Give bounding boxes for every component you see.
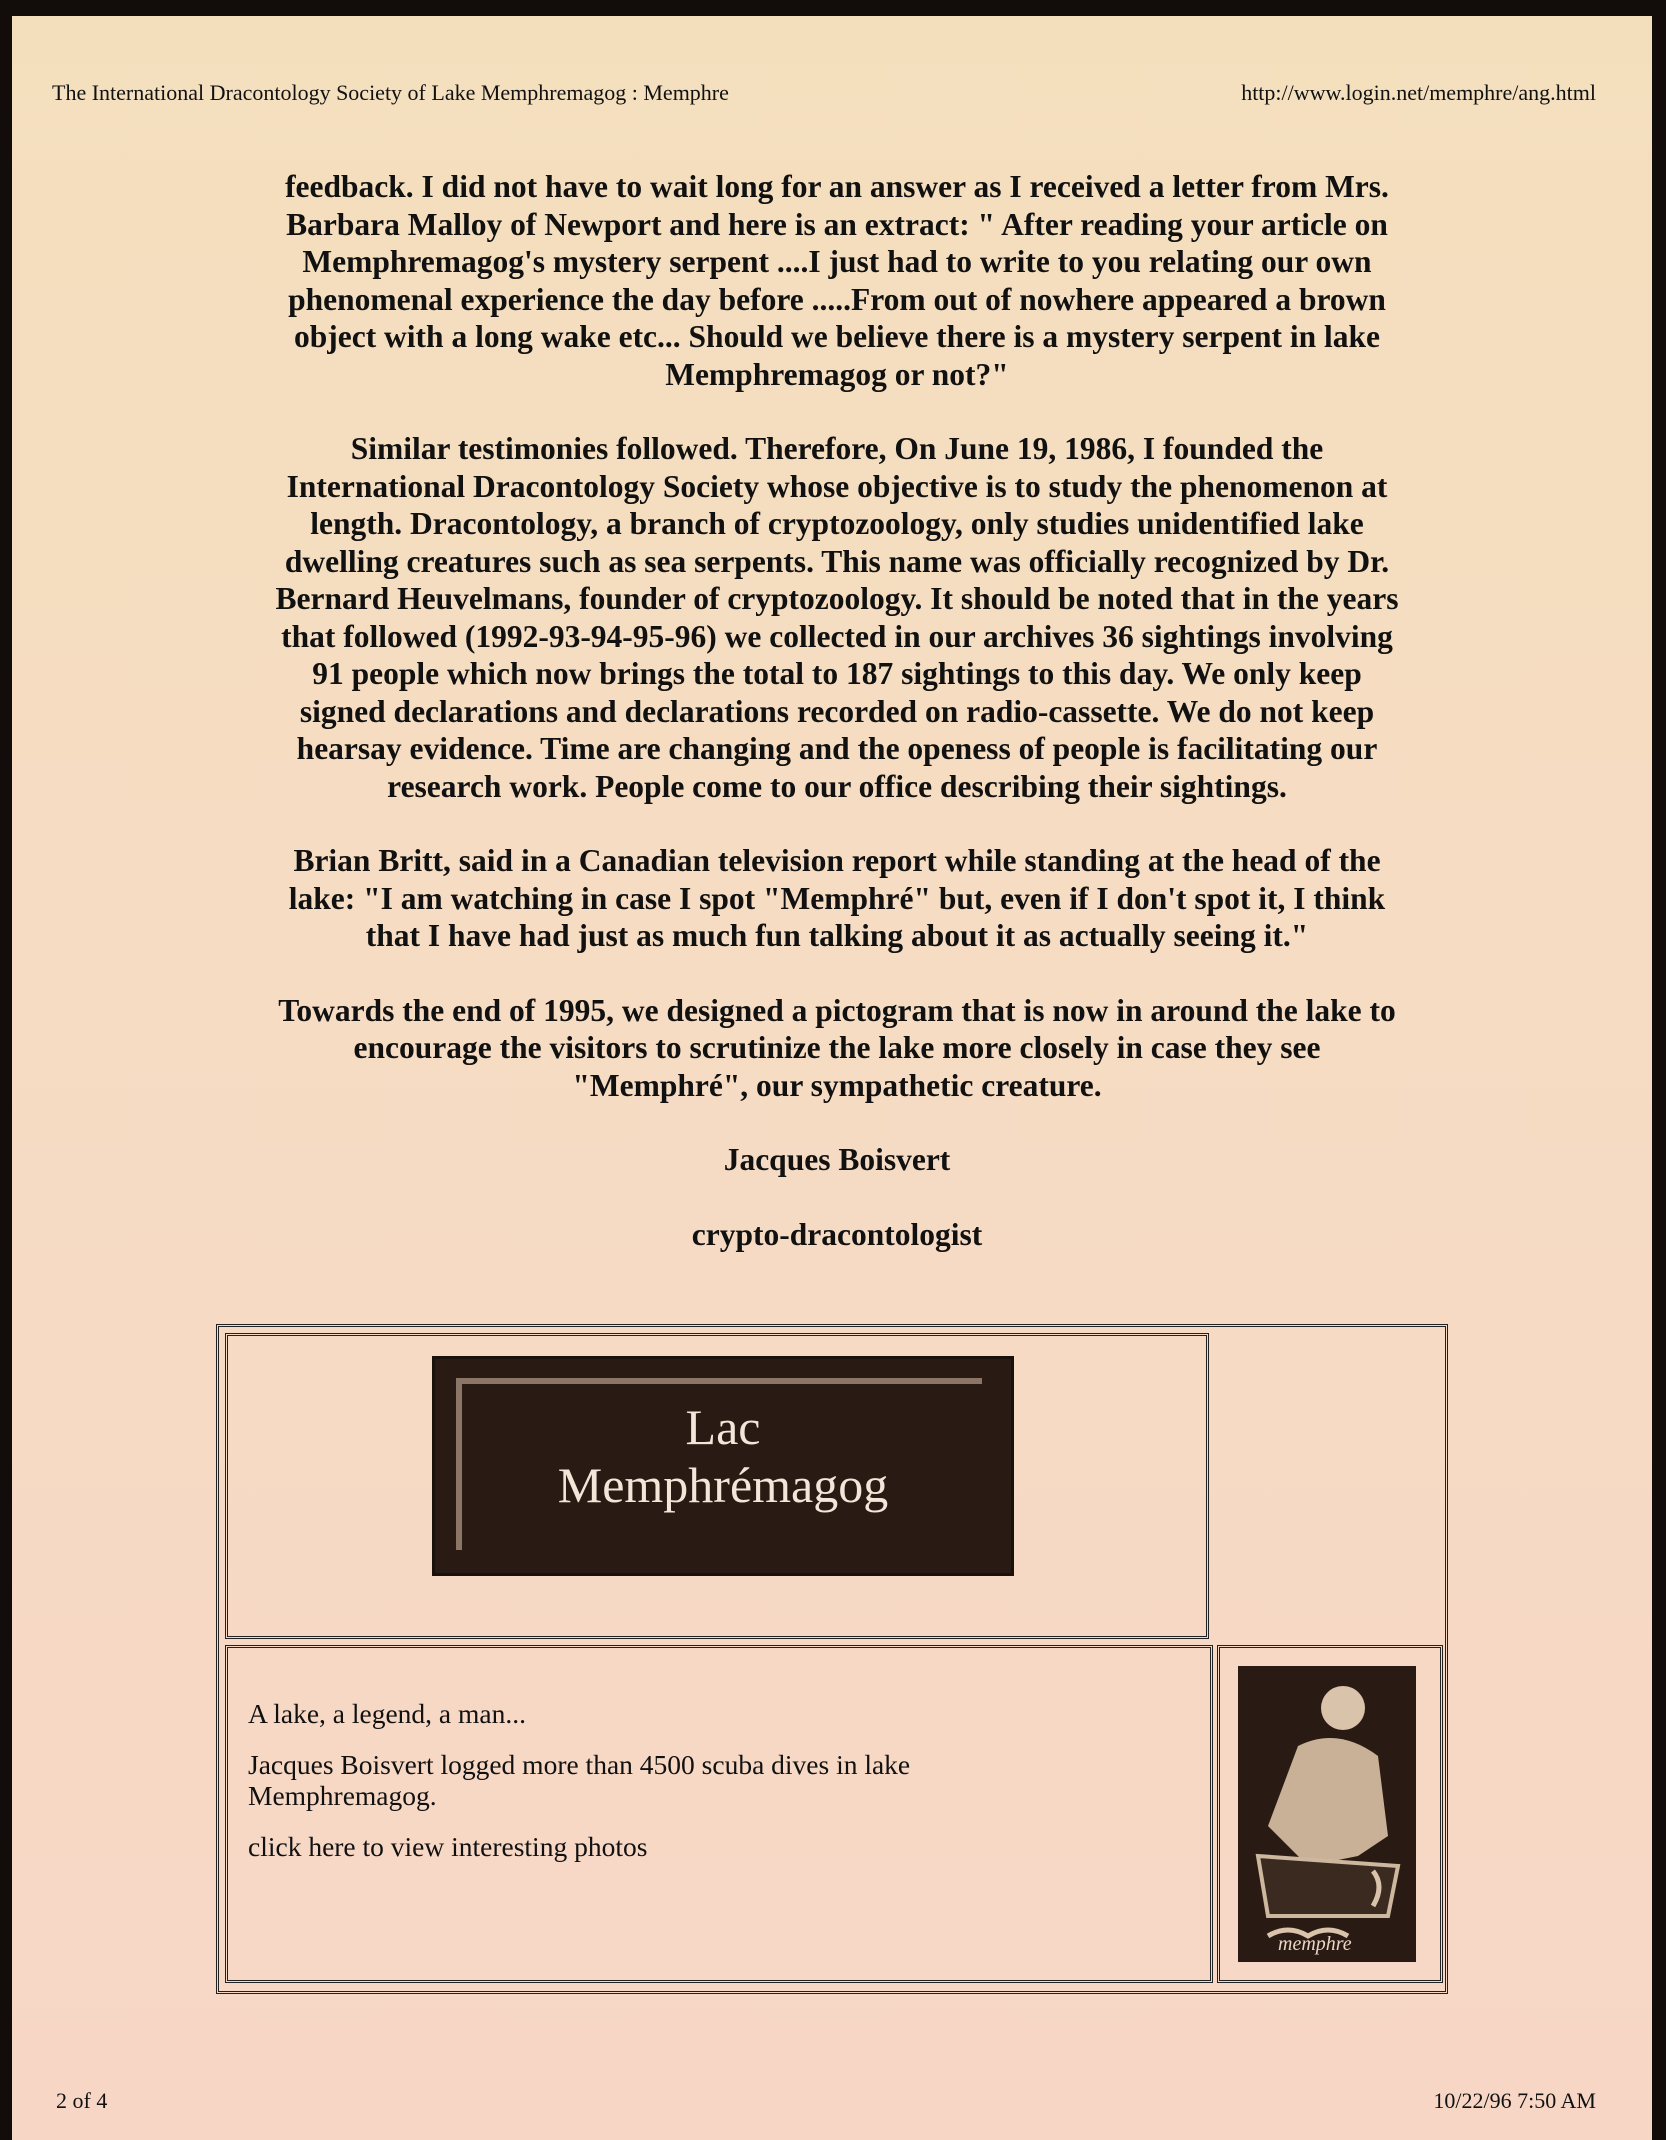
diver-photo[interactable] <box>1238 1666 1416 1962</box>
description: Jacques Boisvert logged more than 4500 scuba dives in lake Memphremagog. <box>248 1749 911 1811</box>
paragraph-line: object with a long wake etc... Should we believe there is a mystery serpent in lake <box>293 319 1381 354</box>
paragraph-line: phenomenal experience the day before .....From out of nowhere appeared a brown <box>288 281 1386 317</box>
page-header-title: The International Dracontology Society of Lake Memphremagog : Memphre <box>52 80 729 105</box>
paragraph-line: Towards the end of 1995, we designed a pictogram that is now in around the lake to <box>278 992 1396 1028</box>
paragraph-line: that followed (1992-93-94-95-96) we collected in our archives 36 sightings involving <box>281 618 1393 654</box>
paragraph-line: Memphremagog or not?" <box>665 356 1009 392</box>
banner-line-2: Memphrémagog <box>557 1457 889 1513</box>
page-number: 2 of 4 <box>56 2088 108 2113</box>
banner-line-1: Lac <box>685 1399 761 1455</box>
banner-cell <box>225 1333 1209 1639</box>
photo-cell <box>1217 1645 1443 1983</box>
paragraph <box>142 430 1532 805</box>
paragraph-line: Bernard Heuvelmans, founder of cryptozoology. It should be noted that in the years <box>275 581 1399 616</box>
paragraph-line: 91 people which now brings the total to 187 sightings to this day. We only keep <box>312 656 1362 691</box>
printed-page <box>12 16 1652 2140</box>
paragraph-line: "Memphré", our sympathetic creature. <box>572 1067 1102 1103</box>
diver-illustration-icon <box>1238 1666 1416 1962</box>
paragraph-line: feedback. I did not have to wait long for an answer as I received a letter from Mrs. <box>285 169 1389 204</box>
info-cell <box>225 1645 1213 1983</box>
paragraph-line: lake: "I am watching in case I spot "Memphré" but, even if I don't spot it, I think <box>288 880 1386 916</box>
info-table <box>216 1324 1448 1994</box>
paragraph-line: Memphremagog's mystery serpent ....I just had to write to you relating our own <box>302 244 1372 279</box>
lac-memphremagog-banner-image <box>432 1356 1014 1576</box>
article-body <box>142 168 1532 1290</box>
paragraph-line: research work. People come to our office describing their sightings. <box>387 768 1287 804</box>
paragraph-line: signed declarations and declarations recorded on radio-cassette. We do not keep <box>299 693 1375 729</box>
paragraph-line: encourage the visitors to scrutinize the lake more closely in case they see <box>353 1030 1321 1065</box>
banner-text <box>432 1398 1014 1514</box>
page-header-url: http://www.login.net/memphre/ang.html <box>1241 80 1596 105</box>
signature-role: crypto-dracontologist <box>691 1216 983 1252</box>
paragraph <box>142 842 1532 955</box>
paragraph-line: hearsay evidence. Time are changing and the openess of people is facilitating our <box>296 731 1378 766</box>
paragraph-line: dwelling creatures such as sea serpents. This name was officially recognized by Dr. <box>284 543 1390 579</box>
paragraph-line: International Dracontology Society whose objective is to study the phenomenon at <box>286 468 1388 504</box>
print-datetime: 10/22/96 7:50 AM <box>1433 2088 1596 2113</box>
photo-caption: memphre <box>1278 1933 1352 1955</box>
paragraph-line: that I have had just as much fun talking about it as actually seeing it." <box>365 918 1309 953</box>
signature-name: Jacques Boisvert <box>723 1142 951 1177</box>
paragraph-line: Similar testimonies followed. Therefore, On June 19, 1986, I founded the <box>350 431 1324 466</box>
paragraph <box>142 168 1532 393</box>
photos-link[interactable]: click here to view interesting photos <box>248 1831 648 1862</box>
paragraph-line: Brian Britt, said in a Canadian television report while standing at the head of the <box>293 843 1381 878</box>
paragraph-line: length. Dracontology, a branch of cryptozoology, only studies unidentified lake <box>310 506 1364 541</box>
paragraph <box>142 992 1532 1105</box>
tagline: A lake, a legend, a man... <box>248 1698 526 1729</box>
paragraph-line: Barbara Malloy of Newport and here is an extract: " After reading your article on <box>286 206 1388 242</box>
